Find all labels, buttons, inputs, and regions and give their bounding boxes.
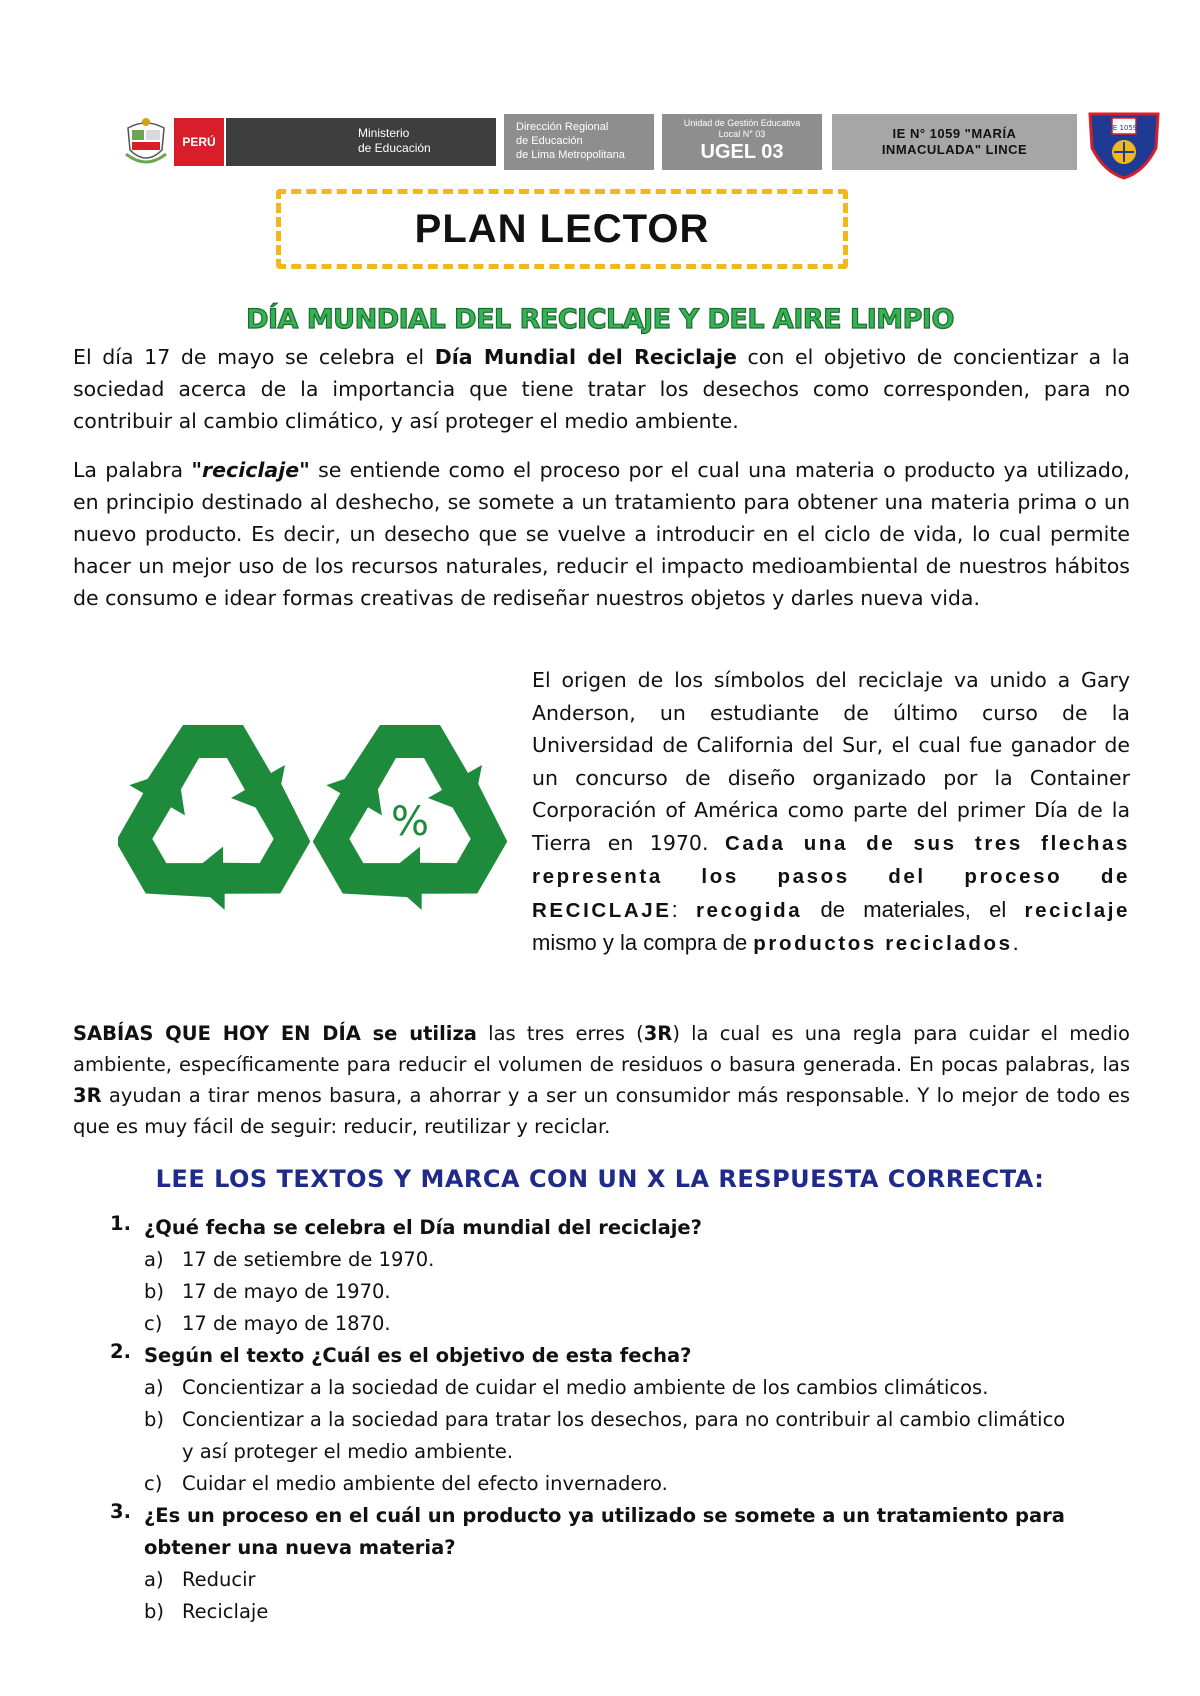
percent-sign: % — [390, 799, 430, 845]
svg-text:IE 1059: IE 1059 — [1110, 124, 1138, 132]
paragraph-reciclaje-definition: La palabra "reciclaje" se entiende como el proceso por el cual una materia o producto ya utilizado, en principio destinado al deshecho, se somete a un tratamiento para obtener una materia prima o un nuevo producto. Es decir, un desecho que se vuelve a introducir en el ciclo de vida, lo cual permite hacer un mejor uso de los recursos naturales, reducir el impacto medioambiental de nuestros hábitos de consumo e idear formas creativas de rediseñar nuestros objetos y darles nueva vida. — [73, 458, 1130, 610]
question-1: 1. ¿Qué fecha se celebra el Día mundial del reciclaje? a) 17 de setiembre de 1970. b) 17 de mayo de 1970. c) 17 de mayo de 1870. — [110, 1212, 1130, 1340]
page-title: PLAN LECTOR — [414, 206, 710, 251]
peru-label: PERÚ — [174, 118, 224, 166]
answer-option[interactable]: a) Concientizar a la sociedad de cuidar el medio ambiente de los cambios climáticos. — [144, 1376, 989, 1399]
answer-option[interactable]: a) Reducir — [144, 1568, 256, 1591]
subtitle: DÍA MUNDIAL DEL RECICLAJE Y DEL AIRE LIMPIO — [246, 304, 954, 335]
paragraph-3r: SABÍAS QUE HOY EN DÍA se utiliza las tres erres (3R) la cual es una regla para cuidar el medio ambiente, específicamente para reducir el volumen de residuos o basura generada. En pocas palabras, las 3R ayudan a tirar menos basura, a ahorrar y a ser un consumidor más responsable. Y lo mejor de todo es que es muy fácil de seguir: reducir, reutilizar y reciclar. — [73, 1022, 1130, 1138]
answer-option[interactable]: b) Reciclaje — [144, 1600, 269, 1623]
paragraph-origin: El origen de los símbolos del reciclaje va unido a Gary Anderson, un estudiante de último curso de la Universidad de California del Sur, el cual fue ganador de un concurso de diseño organizado por la Container Corporación of América como parte del primer Día de la Tierra en 1970. Cada una de sus tres flechas representa los pasos del proceso de RECICLAJE: recogida de materiales, el reciclaje mismo y la compra de productos reciclados. — [532, 668, 1130, 955]
recycle-symbols-image — [118, 670, 508, 970]
answer-option[interactable]: c) 17 de mayo de 1870. — [144, 1312, 391, 1335]
title-box — [276, 189, 848, 269]
recycle-icon-right — [292, 725, 508, 930]
paragraph-intro: El día 17 de mayo se celebra el Día Mundial del Reciclaje con el objetivo de concientizar a la sociedad acerca de la importancia que tiene tratar los desechos como corresponden, para no contribuir al cambio climático, y así proteger el medio ambiente. — [73, 345, 1130, 433]
header-banner — [122, 108, 1138, 174]
question-2: 2. Según el texto ¿Cuál es el objetivo de esta fecha? a) Concientizar a la sociedad de cuidar el medio ambiente de los cambios climáticos. b) Concientizar a la sociedad para tratar los desechos, para no contribuir al cambio climático y así proteger el medio ambiente. c) Cuidar el medio ambiente del efecto invernadero. — [110, 1340, 1130, 1500]
direccion-regional-label: Dirección Regional de Educación de Lima Metropolitana — [504, 114, 654, 170]
answer-option[interactable]: c) Cuidar el medio ambiente del efecto invernadero. — [144, 1472, 668, 1495]
ministerio-label: Ministerio de Educación — [226, 118, 496, 166]
instruction-heading: LEE LOS TEXTOS Y MARCA CON UN X LA RESPUESTA CORRECTA: — [155, 1165, 1045, 1193]
answer-option[interactable]: b) Concientizar a la sociedad para tratar los desechos, para no contribuir al cambio climático y así proteger el medio ambiente. — [144, 1408, 1066, 1463]
answer-option[interactable]: a) 17 de setiembre de 1970. — [144, 1248, 435, 1271]
school-shield-icon — [1084, 108, 1164, 180]
question-3: 3. ¿Es un proceso en el cuál un producto ya utilizado se somete a un tratamiento para obtener una nueva materia? a) Reducir b) Reciclaje — [110, 1500, 1130, 1628]
ugel-label: Unidad de Gestión Educativa Local N° 03 UGEL 03 — [662, 114, 822, 170]
answer-option[interactable]: b) 17 de mayo de 1970. — [144, 1280, 391, 1303]
school-name-label: IE N° 1059 "MARÍA INMACULADA" LINCE — [832, 114, 1077, 170]
recycle-icon-left — [118, 725, 330, 930]
question-list — [110, 1212, 1130, 1628]
national-seal-icon — [122, 114, 170, 168]
